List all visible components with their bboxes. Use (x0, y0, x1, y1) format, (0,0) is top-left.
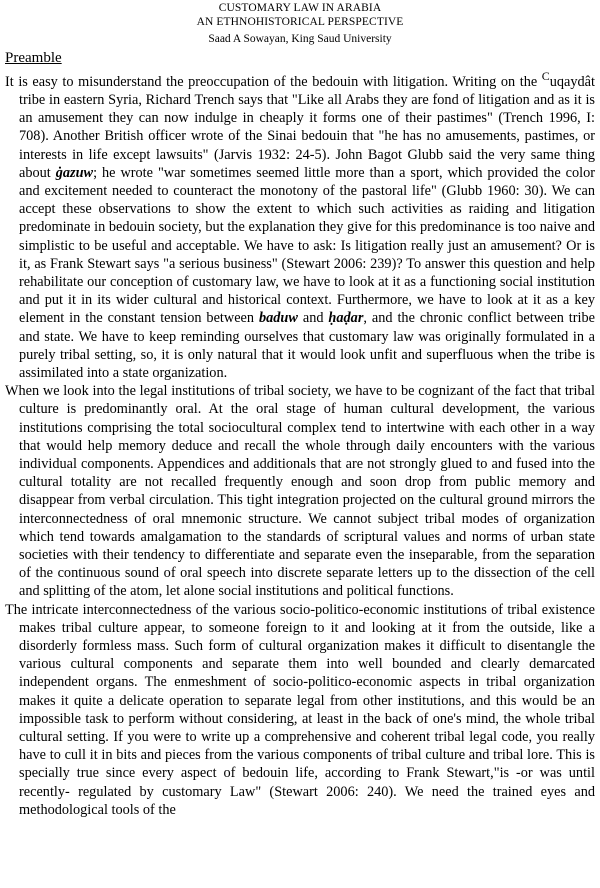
paragraph-2: When we look into the legal institutions of tribal society, we have to be cognizant of the fact that tribal culture is predominantly oral. At the oral stage of human cultural development, the various institutions comprising the total sociocultural complex tend to intertwine with each other in a way that would help memory deduce and recall the whole through daily encounters with the various individual components. Appendices and additionals that are not strongly glued to and fused into the cultural totality are not recalled frequently enough and soon drop from public memory and disappear from verbal circulation. This tight integration projected on the cultural ground mirrors the interconnectedness of oral mnemonic structure. We cannot subject tribal modes of organization which tend towards amalgamation to the standards of scriptural values and norms of urban state societies with their tendency to differentiate and separate even the inseparable, from the separation of the continuous sound of oral speech into discrete separate letters up to the dissection of the cell and splitting of the atom, let alone social institutions and political functions. (5, 383, 595, 600)
document-title (5, 1, 595, 29)
ayn-superscript: C (541, 69, 550, 83)
term-baduw: baduw (258, 310, 298, 327)
paragraph-1-part-4: ; he wrote "war sometimes seemed little more than a sport, which provided the color and excitement needed to counteract the monotony of the pastoral life" (Glubb 1960: 30). We can accept these observations to show the extent to which such activities as raiding and litigation predominate in bedouin society, but the explanation they give for this predominance is too naive and simplistic to be useful and acceptable. We have to ask: Is litigation really just an amusement? Or is it, as Frank Stewart says "a serious business" (Stewart 2006: 239)? To answer this question and help rehabilitate our conception of customary law, we have to look at it as a functioning social institution and put it in its wider cultural and historical context. Furthermore, we have to look at it as a key element in the constant tension between (19, 164, 595, 327)
paragraph-1 (5, 67, 595, 382)
term-gazuw: ġazuw (55, 164, 94, 181)
paragraph-1-part-8: , and the chronic conflict between tribe and state. We have to keep reminding ourselves that customary law was originally formulated in a purely tribal setting, so, it is only natural that it would look unfit and superfluous when the tribe is assimilated into a state organization. (19, 310, 595, 382)
paragraph-3: The intricate interconnectedness of the various socio-politico-economic institutions of tribal existence makes tribal culture appear, to someone foreign to it and looking at it from the outside, like a disorderly formless mass. Such form of cultural organization makes it difficult to disentangle the various cultural components and separate them into well bounded and clearly demarcated independent organs. The enmeshment of socio-politico-economic aspects in tribal organization makes it quite a delicate operation to separate legal from other institutions, and this would be an impossible task to perform without considering, at least in the back of one's mind, the whole tribal cultural setting. If you were to write up a comprehensive and coherent tribal legal code, you really have to cull it in bits and pieces from the various components of tribal culture and tribal lore. This is specially true since every aspect of bedouin life, according to Frank Stewart,"is -or was until recently- regulated by customary Law" (Stewart 2006: 240). We need the trained eyes and methodological tools of the (5, 601, 595, 818)
title-line-2: AN ETHNOHISTORICAL PERSPECTIVE (196, 16, 404, 28)
section-heading: Preamble (5, 50, 62, 66)
author-line: Saad A Sowayan, King Saud University (208, 33, 392, 45)
paragraph-1-part-2: uqaydât tribe in eastern Syria, Richard Trench says that "Like all Arabs they are fond of litigation and as it is an amusement they can now indulge in cheaply it forms one of their pastimes" (Trench 1996, I: 708). Another British officer wrote of the Sinai bedouin that "he has no amusements, pastimes, or interests in life except lawsuits" (Jarvis 1932: 24-5). John Bagot Glubb said the very same thing about (19, 73, 595, 181)
document-page (5, 0, 595, 888)
paragraph-1-part-0: It is easy to misunderstand the preoccupation of the bedouin with litigation. Writing on the (5, 73, 542, 90)
paragraph-1-part-6: and (297, 310, 329, 327)
title-line-1: CUSTOMARY LAW IN ARABIA (218, 2, 382, 14)
term-hadar: ḥaḍar (328, 310, 364, 327)
